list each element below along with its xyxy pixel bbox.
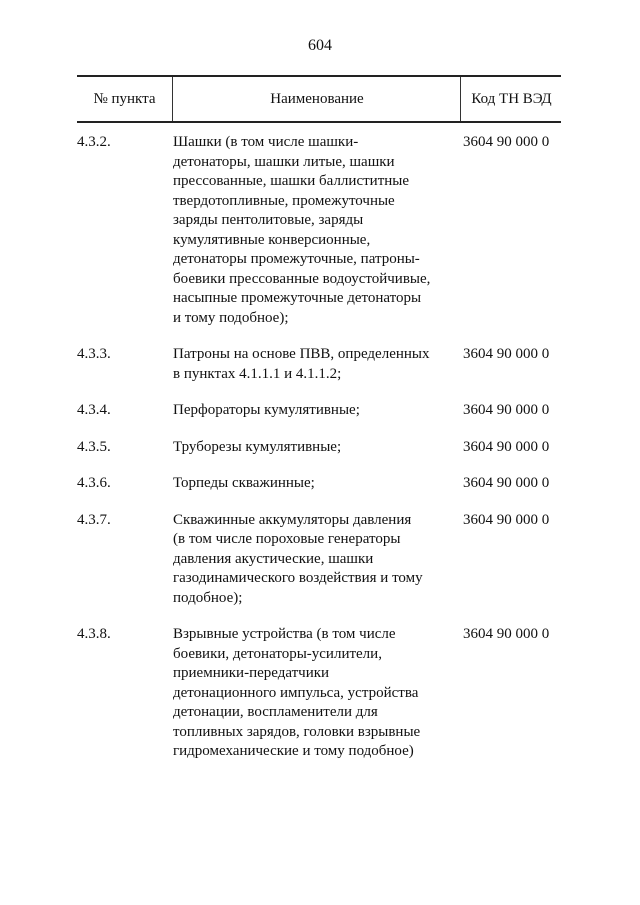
- item-name-line: Скважинные аккумуляторы давления: [173, 511, 412, 528]
- item-name: [173, 401, 459, 421]
- header-code: Код ТН ВЭД: [460, 77, 562, 121]
- item-name-line: насыпные промежуточные детонаторы: [173, 290, 422, 306]
- table-row: [77, 133, 577, 328]
- item-name: [173, 438, 459, 458]
- item-number: 4.3.2.: [77, 134, 111, 150]
- item-name-line: боевики, детонаторы-усилители,: [173, 645, 382, 662]
- page-number: 604: [308, 37, 332, 54]
- item-number: 4.3.5.: [77, 438, 111, 455]
- item-name: [173, 511, 459, 609]
- header-name: Наименование: [172, 77, 461, 121]
- table-row: [77, 625, 577, 762]
- item-number: 4.3.8.: [77, 626, 111, 642]
- item-name-line: давления акустические, шашки: [173, 550, 374, 567]
- item-code: 3604 90 000 0: [463, 626, 550, 642]
- item-name-line: детонационного импульса, устройства: [173, 684, 419, 701]
- item-number: 4.3.6.: [77, 475, 111, 491]
- item-name-line: кумулятивные конверсионные,: [173, 231, 371, 248]
- item-code: 3604 90 000 0: [463, 134, 550, 150]
- item-name: [173, 345, 459, 384]
- item-name-line: приемники-передатчики: [173, 665, 330, 681]
- item-number: 4.3.3.: [77, 346, 111, 362]
- item-name-line: детонации, воспламенители для: [173, 704, 378, 720]
- item-name-line: твердотопливные, промежуточные: [173, 192, 395, 209]
- table-header-block: [77, 75, 561, 123]
- item-name-line: Труборезы кумулятивные;: [173, 438, 342, 455]
- item-code: 3604 90 000 0: [463, 475, 550, 491]
- item-number: 4.3.4.: [77, 402, 111, 418]
- item-name-line: боевики прессованные водоустойчивые,: [173, 270, 431, 287]
- item-code: 3604 90 000 0: [463, 511, 550, 528]
- item-name-line: газодинамического воздействия и тому: [173, 570, 423, 586]
- item-code: 3604 90 000 0: [463, 438, 550, 455]
- item-name-line: Шашки (в том числе шашки-: [173, 134, 359, 150]
- table-body: [77, 133, 577, 779]
- item-name: [173, 625, 459, 762]
- item-name-line: топливных зарядов, головки взрывные: [173, 723, 421, 740]
- item-code: 3604 90 000 0: [463, 346, 550, 362]
- item-name-line: Взрывные устройства (в том числе: [173, 626, 396, 642]
- table-row: [77, 401, 577, 421]
- item-number: 4.3.7.: [77, 511, 111, 528]
- item-name-line: и тому подобное);: [173, 309, 289, 326]
- item-name-line: Торпеды скважинные;: [173, 475, 315, 491]
- item-name-line: в пунктах 4.1.1.1 и 4.1.1.2;: [173, 365, 342, 382]
- item-name-line: заряды пентолитовые, заряды: [173, 212, 364, 228]
- item-code: 3604 90 000 0: [463, 402, 550, 418]
- table-row: [77, 511, 577, 609]
- item-name-line: детонаторы промежуточные, патроны-: [173, 251, 420, 267]
- item-name: [173, 474, 459, 494]
- table-row: [77, 345, 577, 384]
- table-row: [77, 474, 577, 494]
- table-row: [77, 438, 577, 458]
- item-name-line: (в том числе пороховые генераторы: [173, 531, 401, 547]
- item-name: [173, 133, 459, 328]
- item-name-line: прессованные, шашки баллиститные: [173, 173, 410, 189]
- item-name-line: Патроны на основе ПВВ, определенных: [173, 346, 430, 362]
- item-name-line: гидромеханические и тому подобное): [173, 743, 414, 759]
- header-item-number: № пункта: [93, 91, 156, 107]
- item-name-line: Перфораторы кумулятивные;: [173, 402, 360, 418]
- item-name-line: детонаторы, шашки литые, шашки: [173, 153, 395, 170]
- table-header: [77, 75, 561, 123]
- item-name-line: подобное);: [173, 589, 243, 606]
